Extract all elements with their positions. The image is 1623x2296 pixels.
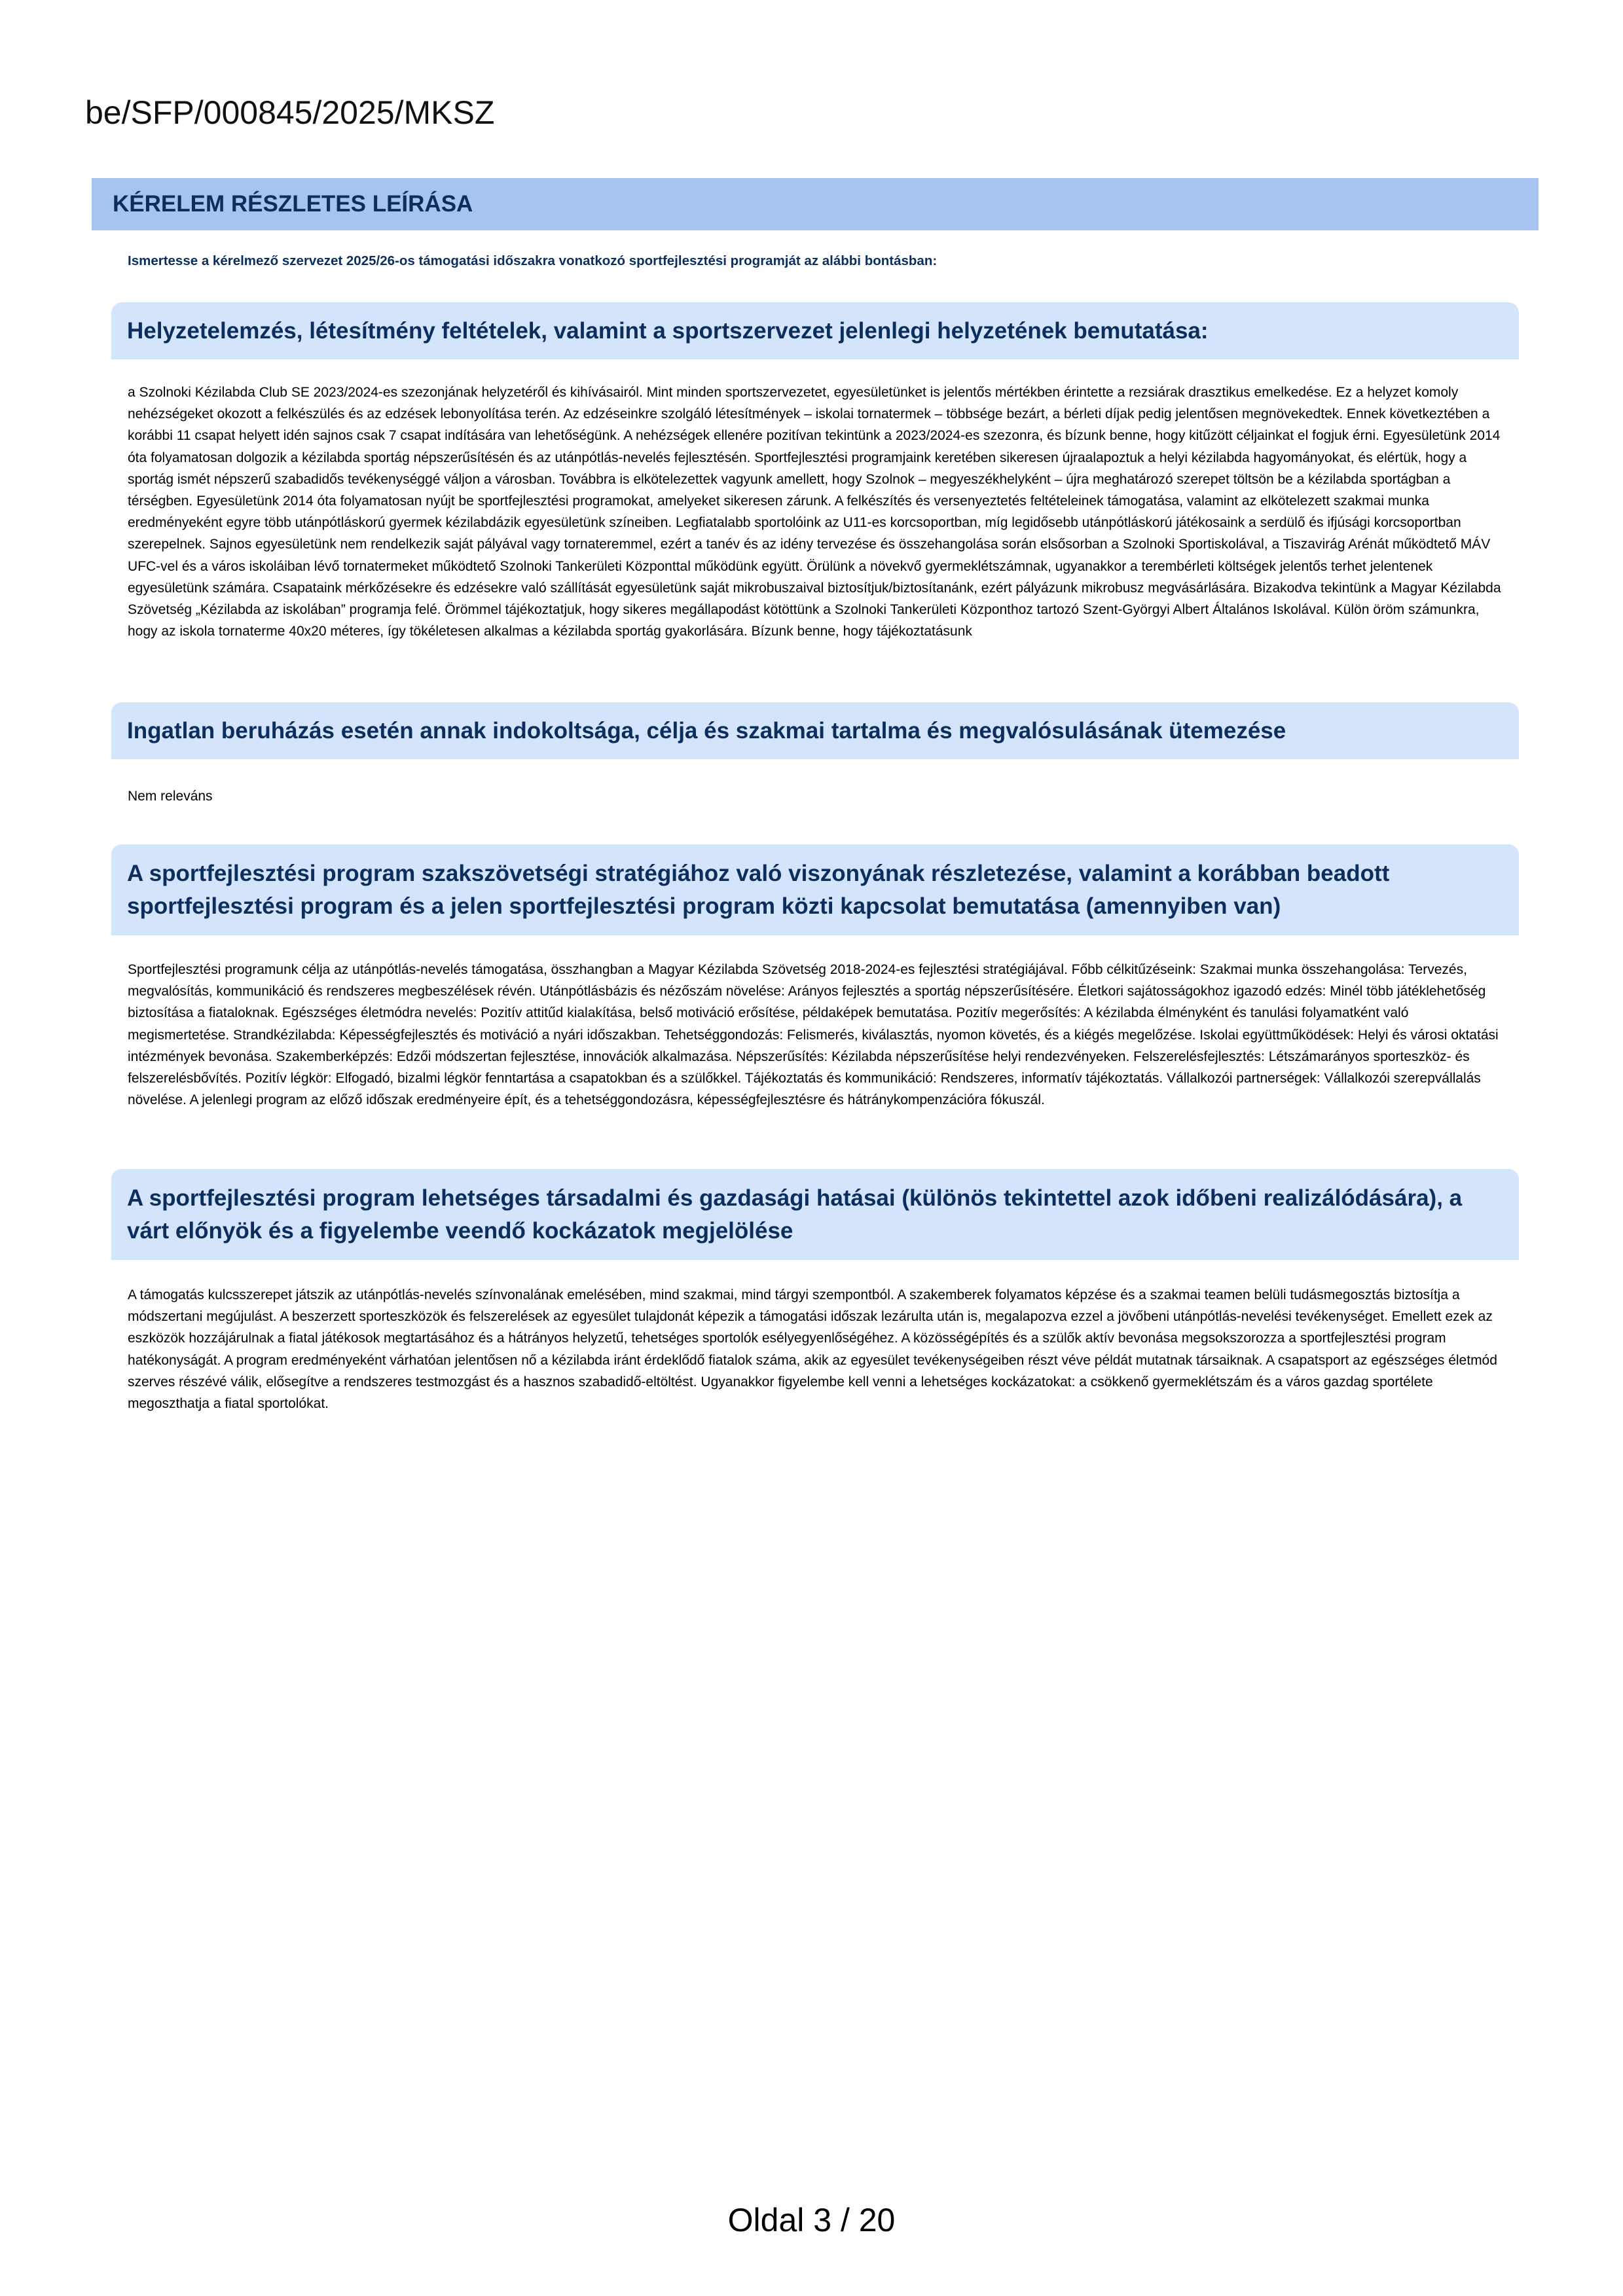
document-id: be/SFP/000845/2025/MKSZ [85, 94, 495, 131]
section-header [92, 178, 1539, 230]
subsection-title: Ingatlan beruházás esetén annak indokoltsága, célja és szakmai tartalma és megvalósulásának ütemezése [127, 717, 1286, 744]
subsection-header [111, 302, 1519, 359]
subsection-text: Sportfejlesztési programunk célja az utánpótlás-nevelés támogatása, összhangban a Magyar Kézilabda Szövetség 2018-2024-es fejlesztési stratégiájával. Főbb célkitűzéseink: Szakmai munka összehangolása: Tervezés, megvalósítás, kommunikáció és rendszeres megbeszélések révén. Utánpótlásbázis és nézőszám növelése: Arányos fejlesztés a sportág népszerűsítésére. Életkori sajátosságokhoz igazodó edzés: Minél több játéklehetőség biztosítása a fiataloknak. Egészséges életmódra nevelés: Pozitív attitűd kialakítása, belső motiváció erősítése, példaképek bemutatása. Pozitív megerősítés: A kézilabda élményként és tanulási folyamatként való megismertetése. Strandkézilabda: Képességfejlesztés és motiváció a nyári időszakban. Tehetséggondozás: Felismerés, kiválasztás, nyomon követés, és a kiégés megelőzése. Iskolai együttműködések: Helyi és városi oktatási intézmények bevonása. Szakemberképzés: Edzői módszertan fejlesztése, innovációk alkalmazása. Népszerűsítés: Kézilabda népszerűsítése helyi rendezvényeken. Felszerelésfejlesztés: Létszámarányos sporteszköz- és felszerelésbővítés. Pozitív légkör: Elfogadó, bizalmi légkör fenntartása a csapatokban és a szülőkkel. Tájékoztatás és kommunikáció: Rendszeres, informatív tájékoztatás. Vállalkozói partnerségek: Vállalkozói szerepvállalás növelése. A jelenlegi program az előző időszak eredményeire épít, és a tehetséggondozásra, képességfejlesztésre és hátránykompenzációra fókuszál. [128, 962, 1499, 1108]
subsection-text: A támogatás kulcsszerepet játszik az utánpótlás-nevelés színvonalának emelésében, mind szakmai, mind tárgyi szempontból. A szakemberek folyamatos képzése és a szakmai teamen belüli tudásmegosztás biztosítja a módszertani megújulást. A beszerzett sporteszközök és felszerelések az egyesület tulajdonát képezik a támogatási időszak lezárulta után is, megalapozva ezzel a jövőbeni utánpótlás-nevelési tevékenységet. Emellett ezek az eszközök hozzájárulnak a fiatal játékosok megtartásához és a hátrányos helyzetű, tehetséges sportolók esélyegyenlőségéhez. A közösségépítés és a szülők aktív bevonása megsokszorozza a sportfejlesztési program hatékonyságát. A program eredményeként várhatóan jelentősen nő a kézilabda iránt érdeklődő fiatalok száma, akik az egyesület tevékenységeiben részt véve példát mutatnak társaiknak. A csapatsport az egészséges életmód szerves részévé válik, elősegítve a rendszeres testmozgást és a hasznos szabadidő-eltöltést. Ugyanakkor figyelembe kell venni a lehetséges kockázatokat: a csökkenő gyermeklétszám és a város gazdag sportélete megoszthatja a fiatal sportolókat. [128, 1287, 1497, 1412]
subsection-title: A sportfejlesztési program szakszövetségi stratégiához való viszonyának részletezése, valamint a korábban beadott sportfejlesztési program és a jelen sportfejlesztési program közti kapcsolat bemutatása (amennyiben van) [127, 860, 1390, 919]
page-number: Oldal 3 / 20 [727, 2202, 896, 2238]
subsection-header [111, 702, 1519, 759]
section-title: KÉRELEM RÉSZLETES LEÍRÁSA [113, 191, 473, 217]
subsection-text: a Szolnoki Kézilabda Club SE 2023/2024-es szezonjának helyzetéről és kihívásairól. Mint minden sportszervezetet, egyesületünket is jelentős mértékben érintette a rezsiárak drasztikus emelkedése. Ez a helyzet komoly nehézségeket okozott a felkészülés és az edzések lebonyolítása terén. Az edzéseinkre szolgáló létesítmények – iskolai tornatermek – többsége bezárt, a bérleti díjak pedig jelentősen megnövekedtek. Ennek következtében a korábbi 11 csapat helyett idén sajnos csak 7 csapat indítására van lehetőségünk. A nehézségek ellenére pozitívan tekintünk a 2023/2024-es szezonra, és bízunk benne, hogy kitűzött céljainkat el fogjuk érni. Egyesületünk 2014 óta folyamatosan dolgozik a kézilabda sportág népszerűsítésén és az utánpótlás-nevelés fejlesztésén. Sportfejlesztési programjaink keretében sikeresen újraalapoztuk a helyi kézilabda hagyományokat, és elértük, hogy a sportág ismét népszerű szabadidős tevékenységgé váljon a városban. Továbbra is elkötelezettek vagyunk amellett, hogy Szolnok – megyeszékhelyként – újra meghatározó szerepet töltsön be a kézilabda sportágban a térségben. Egyesületünk 2014 óta folyamatosan nyújt be sportfejlesztési programokat, amelyeket sikeresen zárunk. A felkészítés és versenyeztetés feltételeinek támogatása, valamint az elkötelezett szakmai munka eredményeként egyre több utánpótláskorú gyermek kézilabdázik egyesületünk színeiben. Legfiatalabb sportolóink az U11-es korcsoportban, míg legidősebb utánpótláskorú játékosaink a serdülő és ifjúsági korcsoportban szerepelnek. Sajnos egyesületünk nem rendelkezik saját pályával vagy tornateremmel, ezért a tanév és az idény tervezése és összehangolása során elsősorban a Szolnoki Sportiskolával, a Tiszavirág Arénát működtető MÁV UFC-vel és a város iskoláiban lévő tornatermeket működtető Szolnoki Tankerületi Központtal működünk együtt. Örülünk a növekvő gyermeklétszámnak, ugyanakkor a terembérleti költségek jelentős terhet jelentenek egyesületünk számára. Csapataink mérkőzésekre és edzésekre való szállítását egyesületünk saját mikrobuszaival biztosítjuk/biztosítanánk, ezért pályázunk mikrobusz megvásárlására. Bizakodva tekintünk a Magyar Kézilabda Szövetség „Kézilabda az iskolában” programja felé. Örömmel tájékoztatjuk, hogy sikeres megállapodást kötöttünk a Szolnoki Tankerületi Központhoz tartozó Szent-Györgyi Albert Általános Iskolával. Külön öröm számunkra, hogy az iskola tornaterme 40x20 méteres, így tökéletesen alkalmas a kézilabda sportág gyakorlására. Bízunk benne, hogy tájékoztatásunk [128, 385, 1501, 639]
subsection-header [111, 1169, 1519, 1260]
subsection-title: Helyzetelemzés, létesítmény feltételek, valamint a sportszervezet jelenlegi helyzetének bemutatása: [127, 317, 1209, 344]
subsection-title: A sportfejlesztési program lehetséges társadalmi és gazdasági hatásai (különös tekintettel azok időbeni realizálódására), a várt előnyök és a figyelembe veendő kockázatok megjelölése [127, 1185, 1463, 1244]
section-intro: Ismertesse a kérelmező szervezet 2025/26-os támogatási időszakra vonatkozó sportfejlesztési programját az alábbi bontásban: [128, 253, 938, 268]
subsection-header [111, 844, 1519, 935]
subsection-text: Nem releváns [128, 789, 213, 804]
